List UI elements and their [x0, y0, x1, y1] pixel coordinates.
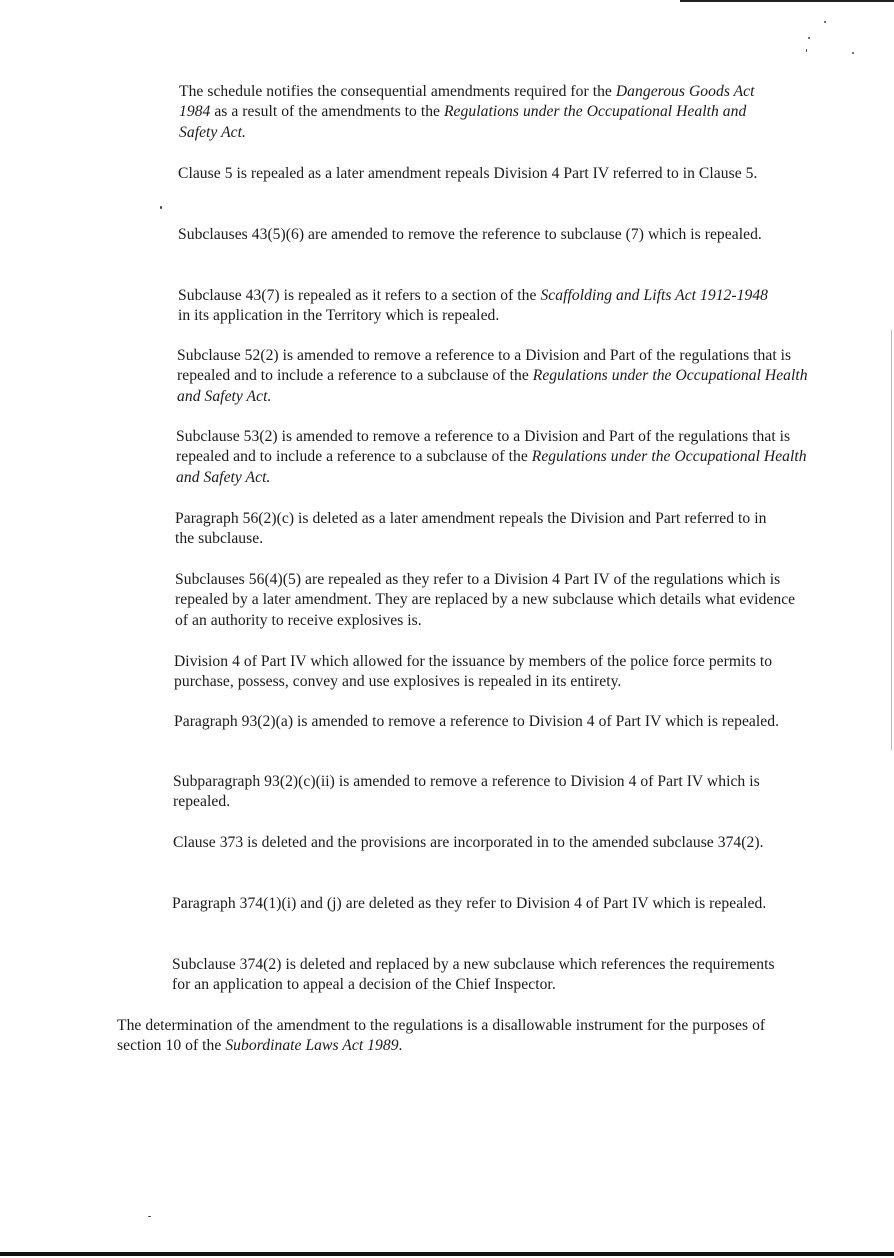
text-run: in its application in the Territory which is repealed. [178, 307, 500, 325]
text-run: as a result of the amendments to the [210, 103, 444, 121]
paragraph [173, 772, 787, 813]
italic-citation: Scaffolding and Lifts Act 1912-1948 [540, 287, 769, 304]
italic-citation: Regulations under the Occupational Health and Safety Act. [179, 103, 747, 141]
paragraph [175, 509, 787, 550]
paragraph [178, 225, 783, 245]
paragraph [176, 427, 808, 488]
text-run: Subclauses 56(4)(5) are repealed as they refer to a Division 4 Part IV of the regulations which is repealed by a later amendment. They are replaced by a new subclause which details what evidence of an authority to receive explosives is. [175, 571, 796, 629]
scan-speck [808, 37, 810, 39]
scan-speck [148, 1216, 151, 1217]
text-run: Paragraph 56(2)(c) is deleted as a later amendment repeals the Division and Part referred to in the subclause. [175, 510, 767, 548]
paragraph [177, 346, 809, 407]
text-run: Subclauses 43(5)(6) are amended to remove the reference to subclause (7) which is repealed. [178, 226, 762, 243]
italic-citation: Subordinate Laws Act 1989 [225, 1037, 399, 1055]
scan-speck [160, 206, 162, 209]
paragraph [179, 82, 783, 143]
text-run: Clause 373 is deleted and the provisions are incorporated in to the amended subclause 374(2). [173, 834, 764, 851]
italic-citation: Dangerous Goods Act 1984 [179, 83, 755, 121]
text-run: The schedule notifies the consequential amendments required for the [179, 83, 616, 100]
scan-speck [806, 49, 807, 52]
text-run: The determination of the amendment to the regulations is a disallowable instrument for the purposes of section 10 of the [117, 1017, 766, 1055]
paragraph [178, 286, 783, 327]
text-run: Clause 5 is repealed as a later amendment repeals Division 4 Part IV referred to in Clause 5. [178, 165, 758, 182]
text-run: Subclause 374(2) is deleted and replaced by a new subclause which references the requirements for an application to appeal a decision of the Chief Inspector. [172, 956, 775, 994]
paragraph [117, 1016, 785, 1057]
italic-citation: Regulations under the Occupational Health and Safety Act. [177, 367, 808, 405]
scan-edge-bottom [0, 1252, 894, 1256]
text-run: Subclause 52(2) is amended to remove a reference to a Division and Part of the regulations that is repealed and to include a reference to a subclause of the [177, 347, 792, 385]
text-run: Subclause 43(7) is repealed as it refers to a section of the [178, 287, 541, 304]
italic-citation: Regulations under the Occupational Health and Safety Act. [176, 448, 807, 486]
scan-speck [852, 52, 854, 54]
text-run: Subclause 53(2) is amended to remove a reference to a Division and Part of the regulations that is repealed and to include a reference to a subclause of the [176, 428, 791, 466]
text-run: Paragraph 93(2)(a) is amended to remove a reference to Division 4 of Part IV which is repealed. [174, 713, 780, 730]
scan-edge-top [680, 0, 894, 2]
text-run: . [398, 1037, 403, 1055]
paragraph [173, 833, 801, 853]
paragraph [175, 570, 807, 631]
scan-edge-right [891, 330, 892, 750]
paragraph [172, 955, 782, 996]
text-run: Division 4 of Part IV which allowed for the issuance by members of the police force permits to purchase, possess, convey and use explosives is repealed in its entirety. [174, 653, 773, 691]
paragraph [174, 712, 796, 732]
text-run: Subparagraph 93(2)(c)(ii) is amended to remove a reference to Division 4 of Part IV which is repealed. [173, 773, 760, 811]
paragraph [172, 894, 794, 914]
text-run: Paragraph 374(1)(i) and (j) are deleted as they refer to Division 4 of Part IV which is repealed. [172, 895, 767, 912]
scan-speck [824, 21, 826, 23]
paragraph [174, 652, 796, 693]
paragraph [178, 164, 783, 184]
